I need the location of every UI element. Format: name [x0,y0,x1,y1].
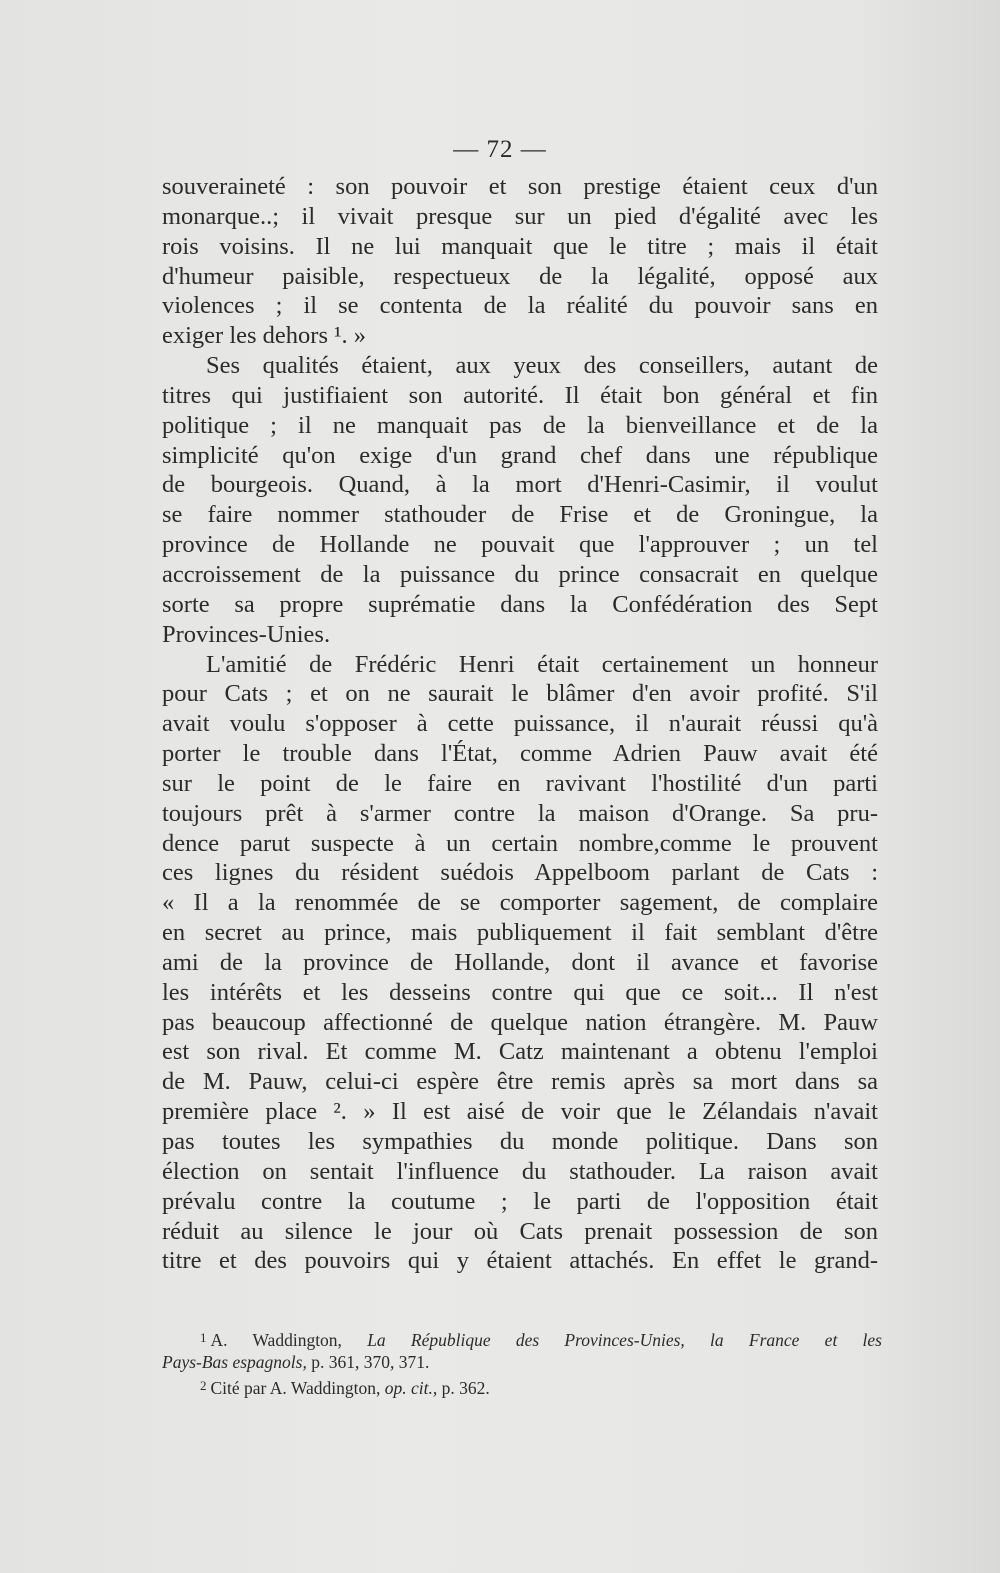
text-line: se faire nommer stathouder de Frise et de Groningue, la [162,501,878,529]
footnote-text: Cité par A. Waddington, [210,1378,381,1398]
text-line: pas toutes les sympathies du monde politique. Dans son [162,1128,878,1155]
text-line: sorte sa propre suprématie dans la Confédération des Sept [162,590,878,618]
text-line: exiger les dehors ¹. » [162,322,366,350]
footnote-pages: p. 362. [441,1378,490,1398]
text-line: d'humeur paisible, respectueux de la légalité, opposé aux [162,262,878,290]
text-line: ami de la province de Hollande, dont il avance et favorise [162,948,878,976]
text-line: Ses qualités étaient, aux yeux des conseillers, autant de [206,352,878,380]
text-line: les intérêts et les desseins contre qui que ce soit... Il n'est [162,978,878,1006]
footnote-author: A. Waddington, [210,1330,342,1350]
text-line: de bourgeois. Quand, à la mort d'Henri-Casimir, il voulut [162,471,878,499]
footnote-pages: p. 361, 370, 371. [311,1352,430,1372]
text-line: ces lignes du résident suédois Appelboom parlant de Cats : [162,859,878,887]
text-line: pas beaucoup affectionné de quelque nation étrangère. M. Pauw [162,1008,878,1036]
footnote-title-cont: Pays-Bas espagnols, [162,1352,307,1372]
text-line: titres qui justifiaient son autorité. Il était bon général et fin [162,381,878,409]
text-line: porter le trouble dans l'État, comme Adrien Pauw avait été [162,740,878,768]
text-line: première place ². » Il est aisé de voir que le Zélandais n'avait [162,1098,878,1126]
footnote-2 [162,1374,882,1398]
text-line: avait voulu s'opposer à cette puissance, il n'aurait réussi qu'à [162,710,878,738]
text-line: prévalu contre la coutume ; le parti de l'opposition était [162,1187,878,1215]
text-line: dence parut suspecte à un certain nombre,comme le prouvent [162,829,878,857]
page-number: — 72 — [453,136,547,163]
text-line: en secret au prince, mais publiquement il fait semblant d'être [162,919,878,947]
text-line: province de Hollande ne pouvait que l'approuver ; un tel [162,531,878,559]
text-line: élection on sentait l'influence du stathouder. La raison avait [162,1157,878,1185]
body-text [162,172,878,1276]
text-line: toujours prêt à s'armer contre la maison d'Orange. Sa pru- [162,799,878,827]
text-line: sur le point de le faire en ravivant l'hostilité d'un parti [162,769,878,797]
text-line: souveraineté : son pouvoir et son prestige étaient ceux d'un [162,173,878,200]
footnote-1-continued [162,1350,882,1374]
footnote-mark: 2 [200,1378,207,1393]
text-line: est son rival. Et comme M. Catz maintenant a obtenu l'emploi [162,1038,878,1066]
footnote-ref: op. cit., [384,1378,438,1398]
text-line: « Il a la renommée de se comporter sagement, de complaire [162,889,878,917]
text-line: titre et des pouvoirs qui y étaient attachés. En effet le grand- [162,1247,878,1275]
text-line: de M. Pauw, celui-ci espère être remis après sa mort dans sa [162,1068,878,1096]
text-line: monarque..; il vivait presque sur un pied d'égalité avec les [162,202,878,230]
text-line: politique ; il ne manquait pas de la bienveillance et de la [162,411,878,439]
text-line: pour Cats ; et on ne saurait le blâmer d'en avoir profité. S'il [162,680,878,708]
footnote-title: La République des Provinces-Unies, la France et les [367,1330,882,1350]
text-line: simplicité qu'on exige d'un grand chef dans une république [162,441,878,469]
footnote-mark: 1 [200,1330,207,1345]
text-line: L'amitié de Frédéric Henri était certainement un honneur [206,650,878,678]
text-line: accroissement de la puissance du prince consacrait en quelque [162,560,878,588]
text-line: réduit au silence le jour où Cats prenait possession de son [162,1217,878,1245]
text-line: violences ; il se contenta de la réalité du pouvoir sans en [162,292,878,320]
footnotes [162,1326,882,1398]
text-line: Provinces-Unies. [162,620,331,648]
footnote-1 [162,1326,882,1350]
text-line: rois voisins. Il ne lui manquait que le titre ; mais il était [162,232,878,260]
